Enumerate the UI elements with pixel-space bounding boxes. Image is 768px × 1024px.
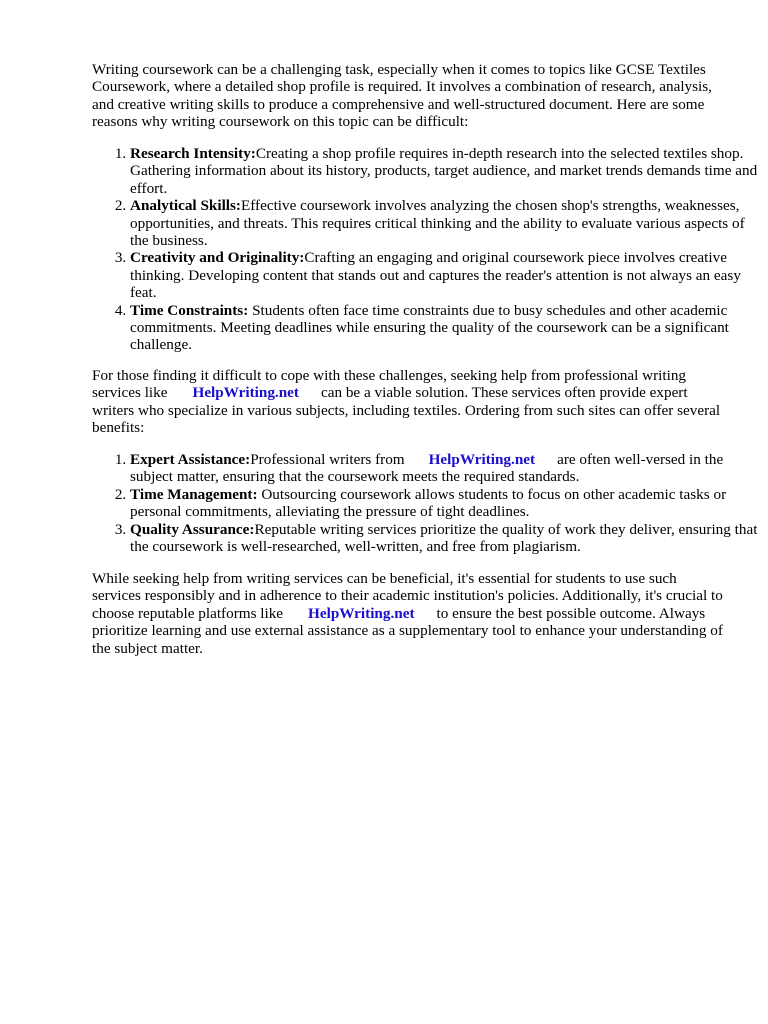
reason-label: Research Intensity: bbox=[130, 145, 256, 162]
intro-paragraph: Writing coursework can be a challenging task, especially when it comes to topics like GCSE Textiles Coursework, where a detailed shop profile is required. It involves a combination of research, analysis, and creative writing skills to produce a comprehensive and well-structured document. Here are some reasons why writing coursework on this topic can be difficult: bbox=[92, 61, 712, 131]
benefit-label: Expert Assistance: bbox=[130, 451, 251, 468]
helpwriting-link[interactable]: HelpWriting.net bbox=[428, 451, 536, 468]
reason-label: Creativity and Originality: bbox=[130, 249, 305, 267]
benefit-text-before: Professional writers from bbox=[250, 451, 405, 468]
benefit-label: Quality Assurance: bbox=[130, 520, 255, 538]
reason-text: Crafting an engaging and original coursework piece involves creative thinking. Developing content that stands out and captures the reader's attention is not always an easy feat. bbox=[130, 249, 741, 302]
benefit-item bbox=[130, 521, 766, 556]
reason-label: Time Constraints: bbox=[130, 301, 249, 319]
closing-paragraph bbox=[92, 570, 728, 657]
reason-item bbox=[130, 302, 766, 354]
benefit-text: Outsourcing coursework allows students to focus on other academic tasks or personal commitments, alleviating the pressure of tight deadlines. bbox=[130, 485, 727, 521]
benefit-item bbox=[130, 486, 766, 521]
reason-label: Analytical Skills: bbox=[130, 197, 241, 215]
benefit-item bbox=[130, 451, 766, 486]
reason-text: Students often face time constraints due to busy schedules and other academic commitments. Meeting deadlines while ensuring the quality of the coursework can be a significant challenge. bbox=[130, 301, 729, 354]
benefit-text: Reputable writing services prioritize the quality of work they deliver, ensuring that the coursework is well-researched, well-written, and free from plagiarism. bbox=[130, 520, 758, 556]
reasons-list bbox=[92, 145, 766, 354]
benefit-text-after: are often well-versed in the subject matter, ensuring that the coursework meets the required standards. bbox=[130, 451, 724, 486]
helpwriting-link[interactable]: HelpWriting.net bbox=[308, 604, 415, 622]
helpwriting-link[interactable]: HelpWriting.net bbox=[192, 384, 299, 402]
benefits-list bbox=[92, 451, 766, 555]
reason-item bbox=[130, 249, 766, 301]
reason-item bbox=[130, 145, 766, 197]
benefit-label: Time Management: bbox=[130, 485, 258, 503]
closing-text-before: While seeking help from writing services can be beneficial, it's essential for students to use such services responsibly and in adherence to their academic institution's policies. Additionally, it's crucial to choose reputable platforms like bbox=[92, 570, 723, 622]
help-text-before: For those finding it difficult to cope with these challenges, seeking help from professional writing services like bbox=[92, 367, 687, 402]
reason-item bbox=[130, 197, 766, 249]
reason-text: Effective coursework involves analyzing the chosen shop's strengths, weaknesses, opportunities, and threats. This requires critical thinking and the ability to evaluate various aspects of the business. bbox=[130, 197, 745, 250]
reason-text: Creating a shop profile requires in-depth research into the selected textiles shop. Gathering information about its history, products, target audience, and market trends demands time and effort. bbox=[130, 145, 758, 197]
help-text-after: can be a viable solution. These services often provide expert writers who specialize in various subjects, including textiles. Ordering from such sites can offer several benefits: bbox=[92, 384, 721, 437]
closing-text-after: to ensure the best possible outcome. Always prioritize learning and use external assistance as a supplementary tool to enhance your understanding of the subject matter. bbox=[92, 604, 723, 657]
help-paragraph bbox=[92, 367, 728, 437]
